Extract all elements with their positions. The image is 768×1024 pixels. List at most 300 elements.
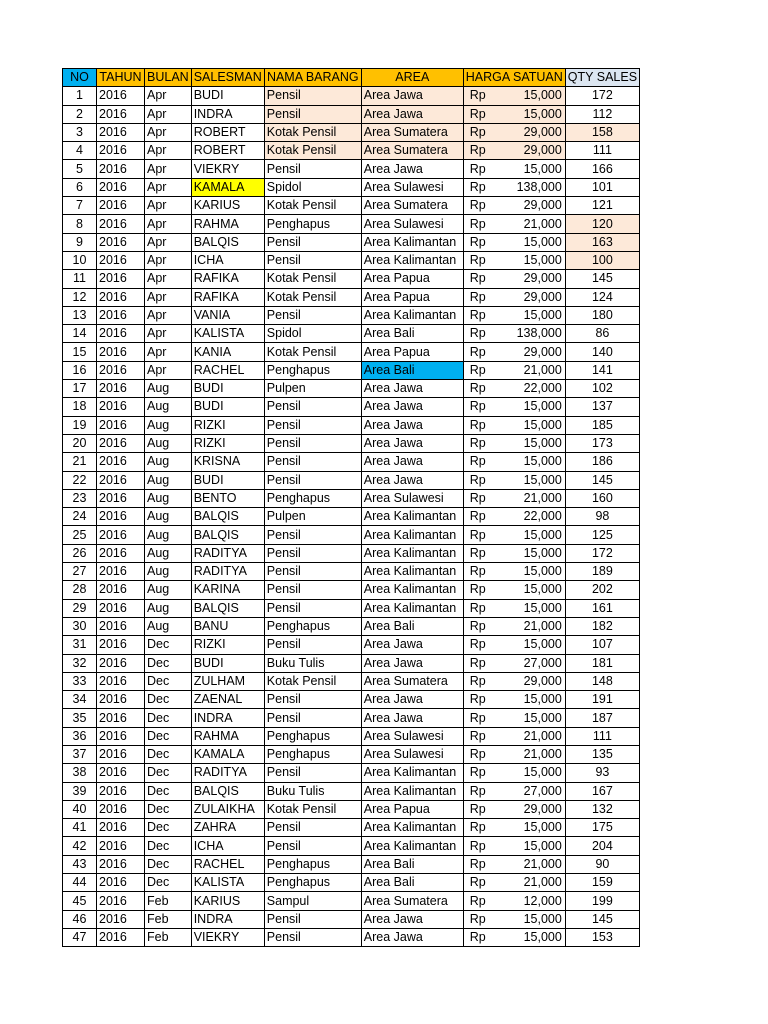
header-nama-barang[interactable]: NAMA BARANG [264,69,361,87]
cell-tahun[interactable]: 2016 [97,434,145,452]
cell-qty-sales[interactable]: 145 [565,270,639,288]
cell-bulan[interactable]: Apr [145,105,192,123]
cell-nama-barang[interactable]: Pensil [264,306,361,324]
cell-area[interactable]: Area Kalimantan [361,819,463,837]
cell-nama-barang[interactable]: Pensil [264,910,361,928]
cell-tahun[interactable]: 2016 [97,874,145,892]
cell-salesman[interactable]: KARIUS [191,892,264,910]
cell-tahun[interactable]: 2016 [97,105,145,123]
cell-nama-barang[interactable]: Pensil [264,453,361,471]
cell-bulan[interactable]: Aug [145,434,192,452]
cell-nama-barang[interactable]: Buku Tulis [264,654,361,672]
cell-tahun[interactable]: 2016 [97,123,145,141]
cell-tahun[interactable]: 2016 [97,87,145,105]
cell-bulan[interactable]: Apr [145,215,192,233]
cell-nama-barang[interactable]: Kotak Pensil [264,197,361,215]
cell-bulan[interactable]: Dec [145,636,192,654]
cell-harga-satuan[interactable] [463,599,565,617]
cell-salesman[interactable]: BALQIS [191,526,264,544]
cell-area[interactable]: Area Bali [361,617,463,635]
cell-nama-barang[interactable]: Penghapus [264,874,361,892]
cell-no[interactable]: 2 [63,105,97,123]
cell-salesman[interactable]: BUDI [191,398,264,416]
cell-salesman[interactable]: KALISTA [191,325,264,343]
cell-area[interactable]: Area Jawa [361,398,463,416]
cell-area[interactable]: Area Sumatera [361,892,463,910]
cell-nama-barang[interactable]: Pensil [264,599,361,617]
cell-harga-satuan[interactable] [463,380,565,398]
cell-qty-sales[interactable]: 160 [565,489,639,507]
cell-tahun[interactable]: 2016 [97,782,145,800]
cell-salesman[interactable]: RIZKI [191,636,264,654]
cell-bulan[interactable]: Dec [145,654,192,672]
cell-area[interactable]: Area Sulawesi [361,178,463,196]
cell-tahun[interactable]: 2016 [97,928,145,946]
cell-harga-satuan[interactable] [463,837,565,855]
cell-area[interactable]: Area Kalimantan [361,508,463,526]
cell-nama-barang[interactable]: Kotak Pensil [264,672,361,690]
cell-qty-sales[interactable]: 145 [565,910,639,928]
cell-harga-satuan[interactable] [463,233,565,251]
cell-nama-barang[interactable]: Buku Tulis [264,782,361,800]
cell-nama-barang[interactable]: Kotak Pensil [264,800,361,818]
cell-bulan[interactable]: Aug [145,508,192,526]
cell-tahun[interactable]: 2016 [97,142,145,160]
cell-qty-sales[interactable]: 185 [565,416,639,434]
cell-area[interactable]: Area Sumatera [361,672,463,690]
cell-salesman[interactable]: RAHMA [191,215,264,233]
cell-bulan[interactable]: Dec [145,745,192,763]
cell-tahun[interactable]: 2016 [97,489,145,507]
cell-qty-sales[interactable]: 86 [565,325,639,343]
cell-salesman[interactable]: ZULAIKHA [191,800,264,818]
cell-area[interactable]: Area Jawa [361,709,463,727]
cell-qty-sales[interactable]: 163 [565,233,639,251]
cell-tahun[interactable]: 2016 [97,709,145,727]
cell-salesman[interactable]: BALQIS [191,782,264,800]
cell-no[interactable]: 41 [63,819,97,837]
cell-bulan[interactable]: Apr [145,270,192,288]
cell-salesman[interactable]: KARIUS [191,197,264,215]
cell-tahun[interactable]: 2016 [97,892,145,910]
cell-harga-satuan[interactable] [463,178,565,196]
cell-area[interactable]: Area Sulawesi [361,489,463,507]
cell-qty-sales[interactable]: 202 [565,581,639,599]
cell-bulan[interactable]: Apr [145,142,192,160]
cell-tahun[interactable]: 2016 [97,691,145,709]
cell-nama-barang[interactable]: Pensil [264,837,361,855]
cell-harga-satuan[interactable] [463,361,565,379]
cell-area[interactable]: Area Bali [361,361,463,379]
cell-no[interactable]: 13 [63,306,97,324]
cell-qty-sales[interactable]: 111 [565,142,639,160]
cell-harga-satuan[interactable] [463,581,565,599]
cell-harga-satuan[interactable] [463,251,565,269]
cell-tahun[interactable]: 2016 [97,471,145,489]
cell-salesman[interactable]: KALISTA [191,874,264,892]
cell-no[interactable]: 28 [63,581,97,599]
cell-salesman[interactable]: RAHMA [191,727,264,745]
cell-harga-satuan[interactable] [463,105,565,123]
cell-nama-barang[interactable]: Pulpen [264,380,361,398]
cell-harga-satuan[interactable] [463,453,565,471]
cell-tahun[interactable]: 2016 [97,160,145,178]
cell-salesman[interactable]: KAMALA [191,178,264,196]
cell-harga-satuan[interactable] [463,563,565,581]
cell-no[interactable]: 23 [63,489,97,507]
cell-harga-satuan[interactable] [463,691,565,709]
cell-no[interactable]: 5 [63,160,97,178]
cell-bulan[interactable]: Aug [145,563,192,581]
cell-nama-barang[interactable]: Pensil [264,398,361,416]
cell-area[interactable]: Area Kalimantan [361,782,463,800]
cell-nama-barang[interactable]: Kotak Pensil [264,288,361,306]
cell-qty-sales[interactable]: 141 [565,361,639,379]
cell-bulan[interactable]: Feb [145,892,192,910]
cell-harga-satuan[interactable] [463,398,565,416]
cell-nama-barang[interactable]: Pensil [264,928,361,946]
cell-salesman[interactable]: BUDI [191,87,264,105]
cell-salesman[interactable]: KARINA [191,581,264,599]
cell-qty-sales[interactable]: 121 [565,197,639,215]
cell-area[interactable]: Area Jawa [361,416,463,434]
cell-no[interactable]: 16 [63,361,97,379]
cell-bulan[interactable]: Aug [145,453,192,471]
cell-qty-sales[interactable]: 101 [565,178,639,196]
cell-no[interactable]: 12 [63,288,97,306]
cell-qty-sales[interactable]: 90 [565,855,639,873]
cell-area[interactable]: Area Kalimantan [361,581,463,599]
cell-bulan[interactable]: Dec [145,819,192,837]
cell-area[interactable]: Area Sulawesi [361,745,463,763]
cell-nama-barang[interactable]: Pensil [264,105,361,123]
cell-tahun[interactable]: 2016 [97,526,145,544]
cell-tahun[interactable]: 2016 [97,380,145,398]
cell-tahun[interactable]: 2016 [97,343,145,361]
cell-tahun[interactable]: 2016 [97,654,145,672]
cell-nama-barang[interactable]: Spidol [264,325,361,343]
cell-no[interactable]: 17 [63,380,97,398]
cell-harga-satuan[interactable] [463,123,565,141]
cell-area[interactable]: Area Kalimantan [361,764,463,782]
cell-harga-satuan[interactable] [463,636,565,654]
cell-harga-satuan[interactable] [463,892,565,910]
cell-harga-satuan[interactable] [463,617,565,635]
cell-bulan[interactable]: Apr [145,288,192,306]
cell-area[interactable]: Area Jawa [361,380,463,398]
cell-bulan[interactable]: Apr [145,178,192,196]
cell-harga-satuan[interactable] [463,764,565,782]
cell-bulan[interactable]: Dec [145,800,192,818]
cell-tahun[interactable]: 2016 [97,672,145,690]
cell-salesman[interactable]: RADITYA [191,764,264,782]
cell-tahun[interactable]: 2016 [97,855,145,873]
cell-nama-barang[interactable]: Pulpen [264,508,361,526]
cell-harga-satuan[interactable] [463,160,565,178]
cell-tahun[interactable]: 2016 [97,508,145,526]
cell-area[interactable]: Area Sulawesi [361,727,463,745]
cell-no[interactable]: 33 [63,672,97,690]
cell-nama-barang[interactable]: Pensil [264,581,361,599]
cell-no[interactable]: 19 [63,416,97,434]
cell-tahun[interactable]: 2016 [97,270,145,288]
cell-harga-satuan[interactable] [463,874,565,892]
cell-bulan[interactable]: Feb [145,928,192,946]
cell-harga-satuan[interactable] [463,142,565,160]
cell-qty-sales[interactable]: 161 [565,599,639,617]
cell-nama-barang[interactable]: Pensil [264,636,361,654]
cell-area[interactable]: Area Sumatera [361,142,463,160]
cell-no[interactable]: 47 [63,928,97,946]
cell-area[interactable]: Area Sumatera [361,197,463,215]
cell-harga-satuan[interactable] [463,197,565,215]
cell-harga-satuan[interactable] [463,544,565,562]
cell-qty-sales[interactable]: 111 [565,727,639,745]
cell-tahun[interactable]: 2016 [97,306,145,324]
cell-nama-barang[interactable]: Pensil [264,819,361,837]
cell-tahun[interactable]: 2016 [97,215,145,233]
cell-tahun[interactable]: 2016 [97,636,145,654]
cell-nama-barang[interactable]: Spidol [264,178,361,196]
cell-salesman[interactable]: KRISNA [191,453,264,471]
cell-bulan[interactable]: Aug [145,581,192,599]
cell-salesman[interactable]: ZAHRA [191,819,264,837]
cell-harga-satuan[interactable] [463,745,565,763]
cell-bulan[interactable]: Apr [145,123,192,141]
cell-no[interactable]: 24 [63,508,97,526]
cell-qty-sales[interactable]: 112 [565,105,639,123]
cell-no[interactable]: 43 [63,855,97,873]
header-qty-sales[interactable]: QTY SALES [565,69,639,87]
cell-bulan[interactable]: Aug [145,471,192,489]
cell-area[interactable]: Area Papua [361,288,463,306]
cell-tahun[interactable]: 2016 [97,599,145,617]
cell-nama-barang[interactable]: Kotak Pensil [264,270,361,288]
cell-tahun[interactable]: 2016 [97,837,145,855]
header-tahun[interactable]: TAHUN [97,69,145,87]
cell-no[interactable]: 32 [63,654,97,672]
cell-salesman[interactable]: RAFIKA [191,288,264,306]
cell-area[interactable]: Area Kalimantan [361,563,463,581]
cell-area[interactable]: Area Jawa [361,105,463,123]
cell-bulan[interactable]: Feb [145,910,192,928]
cell-salesman[interactable]: BALQIS [191,508,264,526]
cell-salesman[interactable]: RADITYA [191,544,264,562]
cell-area[interactable]: Area Jawa [361,636,463,654]
cell-salesman[interactable]: ZAENAL [191,691,264,709]
cell-no[interactable]: 3 [63,123,97,141]
cell-harga-satuan[interactable] [463,709,565,727]
cell-tahun[interactable]: 2016 [97,910,145,928]
cell-harga-satuan[interactable] [463,819,565,837]
cell-salesman[interactable]: RADITYA [191,563,264,581]
cell-salesman[interactable]: VIEKRY [191,160,264,178]
cell-no[interactable]: 18 [63,398,97,416]
cell-tahun[interactable]: 2016 [97,398,145,416]
cell-qty-sales[interactable]: 145 [565,471,639,489]
cell-bulan[interactable]: Aug [145,398,192,416]
cell-nama-barang[interactable]: Pensil [264,471,361,489]
cell-no[interactable]: 8 [63,215,97,233]
cell-nama-barang[interactable]: Pensil [264,416,361,434]
cell-tahun[interactable]: 2016 [97,416,145,434]
cell-tahun[interactable]: 2016 [97,233,145,251]
cell-nama-barang[interactable]: Pensil [264,563,361,581]
cell-nama-barang[interactable]: Pensil [264,251,361,269]
cell-qty-sales[interactable]: 137 [565,398,639,416]
cell-no[interactable]: 7 [63,197,97,215]
cell-nama-barang[interactable]: Pensil [264,160,361,178]
cell-no[interactable]: 27 [63,563,97,581]
cell-bulan[interactable]: Dec [145,764,192,782]
cell-area[interactable]: Area Kalimantan [361,251,463,269]
cell-salesman[interactable]: BALQIS [191,233,264,251]
cell-qty-sales[interactable]: 158 [565,123,639,141]
cell-bulan[interactable]: Apr [145,325,192,343]
cell-no[interactable]: 42 [63,837,97,855]
header-harga-satuan[interactable]: HARGA SATUAN [463,69,565,87]
cell-harga-satuan[interactable] [463,782,565,800]
cell-no[interactable]: 37 [63,745,97,763]
cell-bulan[interactable]: Dec [145,709,192,727]
cell-salesman[interactable]: BUDI [191,380,264,398]
cell-nama-barang[interactable]: Pensil [264,709,361,727]
cell-salesman[interactable]: BANU [191,617,264,635]
cell-bulan[interactable]: Apr [145,87,192,105]
cell-area[interactable]: Area Papua [361,270,463,288]
cell-bulan[interactable]: Apr [145,306,192,324]
cell-tahun[interactable]: 2016 [97,288,145,306]
cell-nama-barang[interactable]: Pensil [264,691,361,709]
cell-qty-sales[interactable]: 180 [565,306,639,324]
cell-salesman[interactable]: VIEKRY [191,928,264,946]
cell-tahun[interactable]: 2016 [97,727,145,745]
cell-harga-satuan[interactable] [463,434,565,452]
cell-tahun[interactable]: 2016 [97,764,145,782]
cell-tahun[interactable]: 2016 [97,197,145,215]
cell-harga-satuan[interactable] [463,87,565,105]
cell-area[interactable]: Area Bali [361,874,463,892]
cell-no[interactable]: 1 [63,87,97,105]
cell-qty-sales[interactable]: 199 [565,892,639,910]
cell-harga-satuan[interactable] [463,910,565,928]
cell-salesman[interactable]: KANIA [191,343,264,361]
cell-salesman[interactable]: BUDI [191,471,264,489]
cell-bulan[interactable]: Aug [145,544,192,562]
cell-qty-sales[interactable]: 107 [565,636,639,654]
cell-qty-sales[interactable]: 124 [565,288,639,306]
cell-bulan[interactable]: Apr [145,160,192,178]
cell-qty-sales[interactable]: 102 [565,380,639,398]
cell-nama-barang[interactable]: Sampul [264,892,361,910]
header-area[interactable]: AREA [361,69,463,87]
cell-tahun[interactable]: 2016 [97,178,145,196]
cell-no[interactable]: 44 [63,874,97,892]
cell-tahun[interactable]: 2016 [97,361,145,379]
cell-qty-sales[interactable]: 172 [565,544,639,562]
cell-tahun[interactable]: 2016 [97,819,145,837]
cell-qty-sales[interactable]: 182 [565,617,639,635]
cell-qty-sales[interactable]: 186 [565,453,639,471]
cell-no[interactable]: 14 [63,325,97,343]
cell-area[interactable]: Area Kalimantan [361,837,463,855]
cell-qty-sales[interactable]: 135 [565,745,639,763]
cell-harga-satuan[interactable] [463,270,565,288]
cell-tahun[interactable]: 2016 [97,544,145,562]
cell-qty-sales[interactable]: 120 [565,215,639,233]
cell-no[interactable]: 11 [63,270,97,288]
cell-no[interactable]: 21 [63,453,97,471]
cell-area[interactable]: Area Kalimantan [361,599,463,617]
cell-harga-satuan[interactable] [463,288,565,306]
cell-no[interactable]: 31 [63,636,97,654]
cell-nama-barang[interactable]: Pensil [264,764,361,782]
cell-bulan[interactable]: Apr [145,197,192,215]
cell-no[interactable]: 36 [63,727,97,745]
cell-nama-barang[interactable]: Penghapus [264,489,361,507]
cell-area[interactable]: Area Jawa [361,87,463,105]
cell-bulan[interactable]: Apr [145,233,192,251]
cell-harga-satuan[interactable] [463,508,565,526]
cell-tahun[interactable]: 2016 [97,581,145,599]
cell-area[interactable]: Area Jawa [361,928,463,946]
cell-salesman[interactable]: RAFIKA [191,270,264,288]
cell-nama-barang[interactable]: Penghapus [264,361,361,379]
cell-qty-sales[interactable]: 153 [565,928,639,946]
cell-salesman[interactable]: BALQIS [191,599,264,617]
cell-salesman[interactable]: KAMALA [191,745,264,763]
cell-bulan[interactable]: Aug [145,489,192,507]
cell-qty-sales[interactable]: 100 [565,251,639,269]
cell-harga-satuan[interactable] [463,526,565,544]
cell-salesman[interactable]: ROBERT [191,142,264,160]
cell-nama-barang[interactable]: Pensil [264,233,361,251]
cell-bulan[interactable]: Apr [145,343,192,361]
cell-bulan[interactable]: Dec [145,782,192,800]
cell-qty-sales[interactable]: 204 [565,837,639,855]
cell-area[interactable]: Area Kalimantan [361,544,463,562]
cell-nama-barang[interactable]: Kotak Pensil [264,142,361,160]
cell-bulan[interactable]: Aug [145,599,192,617]
cell-qty-sales[interactable]: 173 [565,434,639,452]
cell-salesman[interactable]: BENTO [191,489,264,507]
cell-area[interactable]: Area Jawa [361,471,463,489]
cell-nama-barang[interactable]: Pensil [264,434,361,452]
cell-qty-sales[interactable]: 125 [565,526,639,544]
cell-area[interactable]: Area Kalimantan [361,526,463,544]
cell-qty-sales[interactable]: 159 [565,874,639,892]
cell-area[interactable]: Area Kalimantan [361,233,463,251]
cell-harga-satuan[interactable] [463,325,565,343]
cell-bulan[interactable]: Dec [145,691,192,709]
cell-area[interactable]: Area Jawa [361,654,463,672]
cell-salesman[interactable]: ZULHAM [191,672,264,690]
cell-harga-satuan[interactable] [463,215,565,233]
cell-tahun[interactable]: 2016 [97,745,145,763]
cell-bulan[interactable]: Aug [145,617,192,635]
cell-bulan[interactable]: Dec [145,874,192,892]
cell-qty-sales[interactable]: 148 [565,672,639,690]
cell-no[interactable]: 39 [63,782,97,800]
cell-area[interactable]: Area Papua [361,343,463,361]
cell-harga-satuan[interactable] [463,343,565,361]
cell-no[interactable]: 9 [63,233,97,251]
cell-qty-sales[interactable]: 191 [565,691,639,709]
cell-qty-sales[interactable]: 167 [565,782,639,800]
cell-nama-barang[interactable]: Penghapus [264,617,361,635]
cell-qty-sales[interactable]: 132 [565,800,639,818]
cell-harga-satuan[interactable] [463,672,565,690]
